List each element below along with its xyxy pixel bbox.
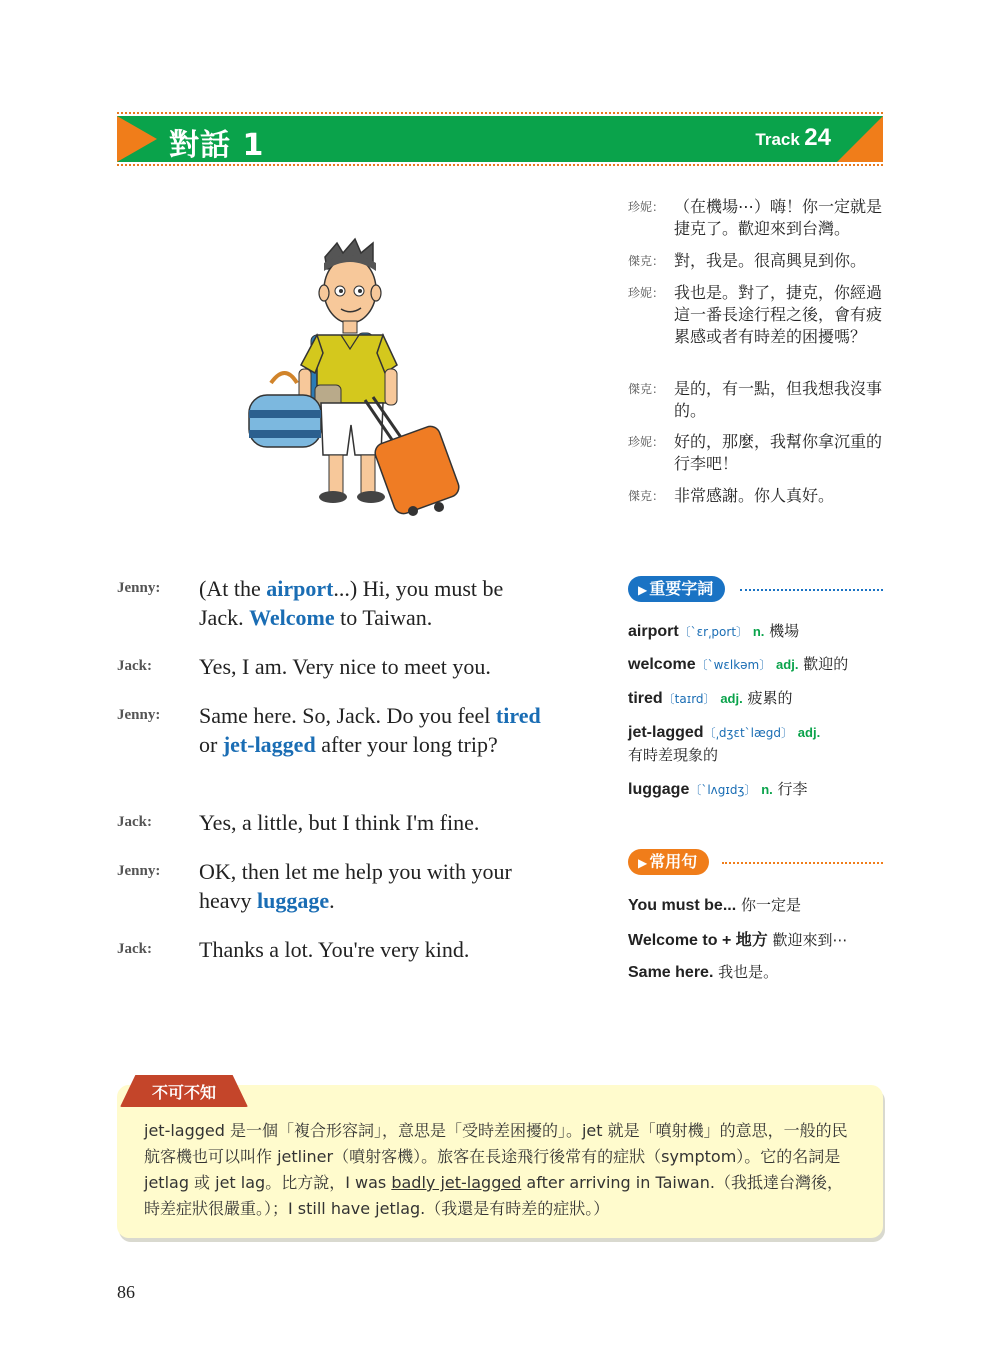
en-dialogue-line (117, 652, 557, 682)
vocab-meaning: 行李 (777, 780, 808, 798)
cn-speaker: 傑克： (628, 382, 665, 396)
track-label: Track (755, 130, 800, 149)
header-bottom-dots (117, 164, 883, 166)
vocab-word: tired (628, 690, 663, 707)
en-speaker: Jack: (117, 658, 152, 674)
phrase-section-tag (628, 849, 709, 875)
vocab-phonetic: 〔͵dʒɛtˋlægd〕 (703, 726, 793, 740)
banner-left-accent (117, 116, 157, 162)
vocab-pos: adj. (720, 691, 743, 706)
vocab-pos: n. (761, 782, 773, 797)
en-text: Same here. So, Jack. Do you feel tired or jet-lagged after your long trip? (199, 703, 541, 757)
underlined-phrase: badly jet-lagged (391, 1173, 522, 1192)
note-line: 航客機也可以叫作 jetliner（噴射客機）。旅客在長途飛行後常有的症狀（symptom）。它的名詞是 (144, 1147, 841, 1166)
vocab-pos: n. (752, 624, 765, 639)
cn-dialogue-line (628, 282, 888, 370)
cn-text: 非常感謝。你人真好。 (674, 486, 835, 505)
traveler-illustration (245, 235, 465, 520)
en-speaker: Jenny: (117, 707, 161, 723)
page-number: 86 (117, 1282, 135, 1302)
en-dialogue-line (117, 701, 557, 791)
en-dialogue-line (117, 808, 557, 838)
vocab-meaning: 歡迎的 (803, 655, 849, 673)
cn-dialogue-line (628, 431, 888, 475)
en-speaker: Jack: (117, 814, 152, 830)
vocab-item (628, 620, 888, 643)
phrase-item (628, 894, 888, 915)
en-text: (At the airport...) Hi, you must be Jack. Welcome to Taiwan. (199, 576, 504, 630)
keyword: tired (495, 703, 541, 728)
cn-text: 好的，那麼，我幫你拿沉重的行李吧！ (674, 432, 883, 473)
cn-dialogue-line (628, 485, 888, 507)
cn-text: 我也是。對了，捷克，你經過這一番長途行程之後，會有疲累感或者有時差的困擾嗎？ (674, 283, 883, 346)
cn-speaker: 珍妮： (628, 286, 665, 300)
note-body (144, 1118, 859, 1222)
en-speaker: Jack: (117, 941, 152, 957)
vocab-word: welcome (628, 656, 696, 673)
vocab-item (628, 687, 888, 710)
play-arrow-icon: ▶ (638, 583, 648, 597)
phrase-text: You must be... (628, 897, 737, 914)
vocab-meaning: 疲累的 (747, 689, 793, 707)
track-number: 24 (804, 124, 831, 151)
vocab-word: airport (628, 623, 679, 640)
en-text: Yes, I am. Very nice to meet you. (199, 654, 491, 679)
en-dialogue-line (117, 574, 557, 634)
vocab-dots (740, 589, 883, 591)
en-text: Thanks a lot. You're very kind. (199, 937, 470, 962)
vocab-pos: adj. (776, 657, 799, 672)
keyword: luggage (257, 888, 330, 913)
vocab-item (628, 653, 888, 676)
vocab-section-tag (628, 576, 725, 602)
banner-right-accent (837, 116, 883, 162)
cn-text: （在機場⋯）嗨！你一定就是捷克了。歡迎來到台灣。 (674, 197, 883, 238)
cn-speaker: 傑克： (628, 489, 665, 503)
vocab-phonetic: 〔ˋwɛlkəm〕 (695, 658, 772, 672)
play-arrow-icon: ▶ (638, 856, 648, 870)
en-dialogue-line (117, 935, 557, 965)
phrase-item (628, 961, 888, 982)
vocab-section-label: 重要字詞 (649, 579, 714, 598)
vocab-word: jet-lagged (628, 724, 704, 741)
vocab-word: luggage (628, 781, 690, 798)
phrase-dots (722, 862, 883, 864)
phrase-item (628, 927, 888, 950)
note-label: 不可不知 (151, 1083, 216, 1102)
en-text: Yes, a little, but I think I'm fine. (199, 810, 480, 835)
phrase-meaning: 歡迎來到⋯ (772, 931, 848, 949)
en-speaker: Jenny: (117, 863, 161, 879)
note-tab (120, 1075, 248, 1107)
cn-text: 對，我是。很高興見到你。 (674, 251, 867, 270)
vocab-meaning: 有時差現象的 (628, 746, 719, 764)
dialogue-title: 對話 1 (169, 128, 265, 162)
cn-speaker: 傑克： (628, 254, 665, 268)
note-line: 時差症狀很嚴重。）；I still have jetlag.（我還是有時差的症狀。） (144, 1199, 610, 1218)
cn-dialogue-line (628, 250, 888, 272)
cn-speaker: 珍妮： (628, 435, 665, 449)
cn-text: 是的，有一點，但我想我沒事的。 (674, 379, 883, 420)
phrase-text: Welcome to + 地方 (628, 932, 768, 949)
vocab-item (628, 721, 888, 766)
dialogue-header-banner (117, 116, 883, 162)
phrase-meaning: 你一定是 (740, 896, 801, 914)
en-dialogue-line (117, 857, 557, 917)
vocab-meaning: 機場 (769, 622, 800, 640)
cn-dialogue-line (628, 378, 888, 422)
en-text: OK, then let me help you with your heavy luggage. (199, 859, 512, 913)
note-line: jetlag 或 jet lag。比方說，I was badly jet-lagged after arriving in Taiwan.（我抵達台灣後， (144, 1173, 843, 1192)
cn-speaker: 珍妮： (628, 200, 665, 214)
en-speaker: Jenny: (117, 580, 161, 596)
keyword: airport (266, 576, 334, 601)
vocab-pos: adj. (797, 725, 821, 740)
cn-dialogue-line (628, 196, 888, 240)
vocab-phonetic: 〔taɪrd〕 (662, 692, 716, 706)
header-top-dots (117, 112, 883, 114)
note-line: jet-lagged 是一個「複合形容詞」，意思是「受時差困擾的」。jet 就是「噴射機」的意思，一般的民 (144, 1121, 848, 1140)
note-box (117, 1085, 883, 1238)
vocab-phonetic: 〔ˋɛr͵port〕 (678, 625, 749, 639)
track-indicator (755, 124, 831, 152)
keyword: jet-lagged (222, 732, 316, 757)
keyword: Welcome (249, 605, 335, 630)
phrase-text: Same here. (628, 964, 714, 981)
phrase-meaning: 我也是。 (718, 963, 779, 981)
phrase-section-label: 常用句 (649, 852, 698, 871)
vocab-phonetic: 〔ˋlʌgɪdʒ〕 (689, 783, 757, 797)
vocab-item (628, 778, 888, 801)
